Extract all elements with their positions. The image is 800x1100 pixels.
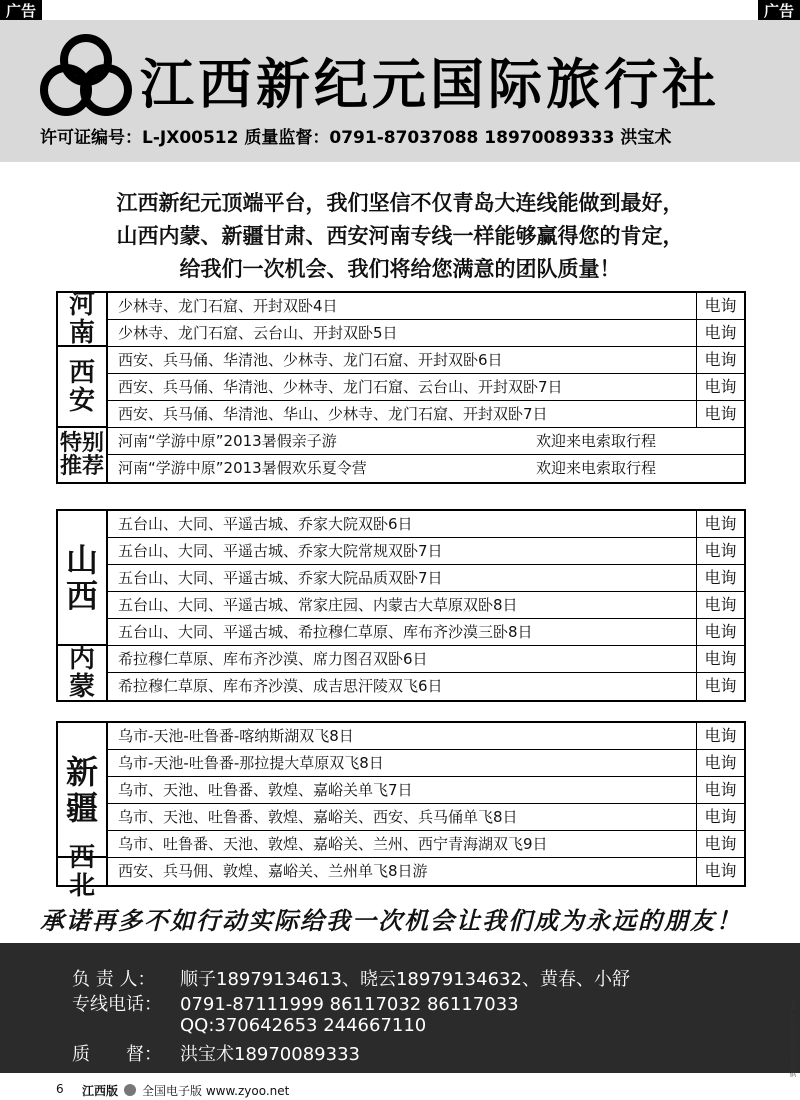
price-inquiry: 电询 xyxy=(696,831,744,857)
itinerary-note: 欢迎来电索取行程 xyxy=(536,459,657,477)
price-inquiry: 电询 xyxy=(696,538,744,564)
price-inquiry: 电询 xyxy=(696,320,744,346)
price-inquiry: 电询 xyxy=(696,592,744,618)
contact-hotline-row xyxy=(72,990,519,1016)
table-row xyxy=(108,673,744,700)
route-name: 乌市-天池-吐鲁番-喀纳斯湖双飞8日 xyxy=(118,727,354,745)
route-name: 五台山、大同、平遥古城、常家庄园、内蒙古大草原双卧8日 xyxy=(118,596,518,614)
route-name: 五台山、大同、平遥古城、乔家大院常规双卧7日 xyxy=(118,542,443,560)
table-row xyxy=(108,511,744,538)
price-inquiry: 电询 xyxy=(696,858,744,885)
route-name: 五台山、大同、平遥古城、乔家大院双卧6日 xyxy=(118,515,413,533)
intro-text xyxy=(20,186,780,285)
table-row xyxy=(108,374,744,401)
table-row xyxy=(108,619,744,646)
category-xian: 西安 xyxy=(58,347,108,428)
table-row xyxy=(108,777,744,804)
supervisor-label: 质 督： xyxy=(72,1044,162,1065)
table-row xyxy=(108,293,744,320)
price-inquiry: 电询 xyxy=(696,347,744,373)
price-inquiry: 电询 xyxy=(696,401,744,427)
category-henan: 河南 xyxy=(58,293,108,347)
category-xinjiang: 新疆 xyxy=(58,723,108,858)
route-name: 西安、兵马俑、华清池、少林寺、龙门石窟、开封双卧6日 xyxy=(118,351,503,369)
route-name: 西安、兵马俑、华清池、华山、少林寺、龙门石窟、开封双卧7日 xyxy=(118,405,548,423)
price-inquiry: 电询 xyxy=(696,646,744,672)
hotline-value: 0791-87111999 86117032 86117033 xyxy=(180,994,519,1015)
license-line: 许可证编号：L-JX00512 质量监督：0791-87037088 18970089333 洪宝术 xyxy=(40,128,672,148)
route-name: 希拉穆仁草原、库布齐沙漠、成吉思汗陵双飞6日 xyxy=(118,677,443,695)
page-number: 6 xyxy=(56,1082,64,1096)
price-inquiry: 电询 xyxy=(696,723,744,749)
table-row xyxy=(108,646,744,673)
route-name: 五台山、大同、平遥古城、希拉穆仁草原、库布齐沙漠三卧8日 xyxy=(118,623,533,641)
price-inquiry: 电询 xyxy=(696,511,744,537)
route-table-henan-xian xyxy=(56,291,746,484)
route-name: 乌市、吐鲁番、天池、敦煌、嘉峪关、兰州、西宁青海湖双飞9日 xyxy=(118,835,548,853)
price-inquiry: 电询 xyxy=(696,673,744,700)
contact-supervisor-row xyxy=(72,1040,360,1066)
manager-label: 负 责 人： xyxy=(72,969,156,990)
intro-line: 山西内蒙、新疆甘肃、西安河南专线一样能够赢得您的肯定， xyxy=(116,223,684,248)
website-text: 全国电子版 www.zyoo.net xyxy=(142,1084,290,1098)
route-name: 少林寺、龙门石窟、云台山、开封双卧5日 xyxy=(118,324,398,342)
ad-label-left: 广告 xyxy=(0,0,42,22)
publication-logo-icon xyxy=(124,1084,136,1096)
table-row xyxy=(108,723,744,750)
supervisor-value: 洪宝术18970089333 xyxy=(180,1044,360,1065)
table-row xyxy=(108,804,744,831)
ad-label-right: 广告 xyxy=(758,0,800,22)
table-row xyxy=(108,455,744,482)
company-header xyxy=(0,20,800,162)
side-note: 本广告由版主发布和提供 xyxy=(789,1000,797,1077)
price-inquiry: 电询 xyxy=(696,565,744,591)
route-name: 河南“学游中原”2013暑假亲子游 xyxy=(118,432,337,450)
table-row xyxy=(108,831,744,858)
route-name: 西安、兵马俑、华清池、少林寺、龙门石窟、云台山、开封双卧7日 xyxy=(118,378,563,396)
table-row xyxy=(108,428,744,455)
price-inquiry: 电询 xyxy=(696,374,744,400)
route-table-xinjiang-xibei xyxy=(56,721,746,901)
table-row xyxy=(108,401,744,428)
route-name: 少林寺、龙门石窟、开封双卧4日 xyxy=(118,297,338,315)
table-row xyxy=(108,565,744,592)
price-inquiry: 电询 xyxy=(696,750,744,776)
intro-line: 江西新纪元顶端平台，我们坚信不仅青岛大连线能做到最好， xyxy=(116,190,684,215)
category-neimeng: 内蒙 xyxy=(58,646,108,700)
table-row xyxy=(108,320,744,347)
contact-manager-row xyxy=(72,965,630,991)
route-name: 五台山、大同、平遥古城、乔家大院品质双卧7日 xyxy=(118,569,443,587)
edition-label: 江西版 xyxy=(82,1084,119,1098)
category-xibei: 西北 xyxy=(58,858,108,885)
itinerary-note: 欢迎来电索取行程 xyxy=(536,432,657,450)
three-rings-logo-icon xyxy=(38,34,134,118)
table-row xyxy=(108,538,744,565)
route-name: 乌市-天池-吐鲁番-那拉提大草原双飞8日 xyxy=(118,754,384,772)
route-table-shanxi-neimeng xyxy=(56,509,746,702)
table-row xyxy=(108,858,744,885)
intro-line: 给我们一次机会、我们将给您满意的团队质量！ xyxy=(179,256,621,281)
handwritten-slogan: 承诺再多不如行动实际给我一次机会让我们成为永远的朋友！ xyxy=(40,906,742,935)
category-shanxi: 山西 xyxy=(58,511,108,646)
hotline-label: 专线电话： xyxy=(72,994,162,1015)
route-name: 希拉穆仁草原、库布齐沙漠、席力图召双卧6日 xyxy=(118,650,428,668)
price-inquiry: 电询 xyxy=(696,804,744,830)
contact-panel xyxy=(0,943,800,1073)
manager-value: 顺子18979134613、晓云18979134632、黄春、小舒 xyxy=(180,969,630,990)
category-special: 特别推荐 xyxy=(58,428,108,482)
company-name: 江西新纪元国际旅行社 xyxy=(140,53,720,116)
page-footer xyxy=(0,1080,800,1100)
price-inquiry: 电询 xyxy=(696,293,744,319)
contact-qq-row xyxy=(72,1015,426,1036)
table-row xyxy=(108,592,744,619)
route-name: 乌市、天池、吐鲁番、敦煌、嘉峪关单飞7日 xyxy=(118,781,413,799)
route-name: 乌市、天池、吐鲁番、敦煌、嘉峪关、西安、兵马俑单飞8日 xyxy=(118,808,518,826)
table-row xyxy=(108,347,744,374)
route-name: 西安、兵马佣、敦煌、嘉峪关、兰州单飞8日游 xyxy=(118,862,428,880)
table-row xyxy=(108,750,744,777)
route-name: 河南“学游中原”2013暑假欢乐夏令营 xyxy=(118,459,367,477)
price-inquiry: 电询 xyxy=(696,777,744,803)
price-inquiry: 电询 xyxy=(696,619,744,645)
qq-value: QQ:370642653 244667110 xyxy=(180,1015,427,1036)
